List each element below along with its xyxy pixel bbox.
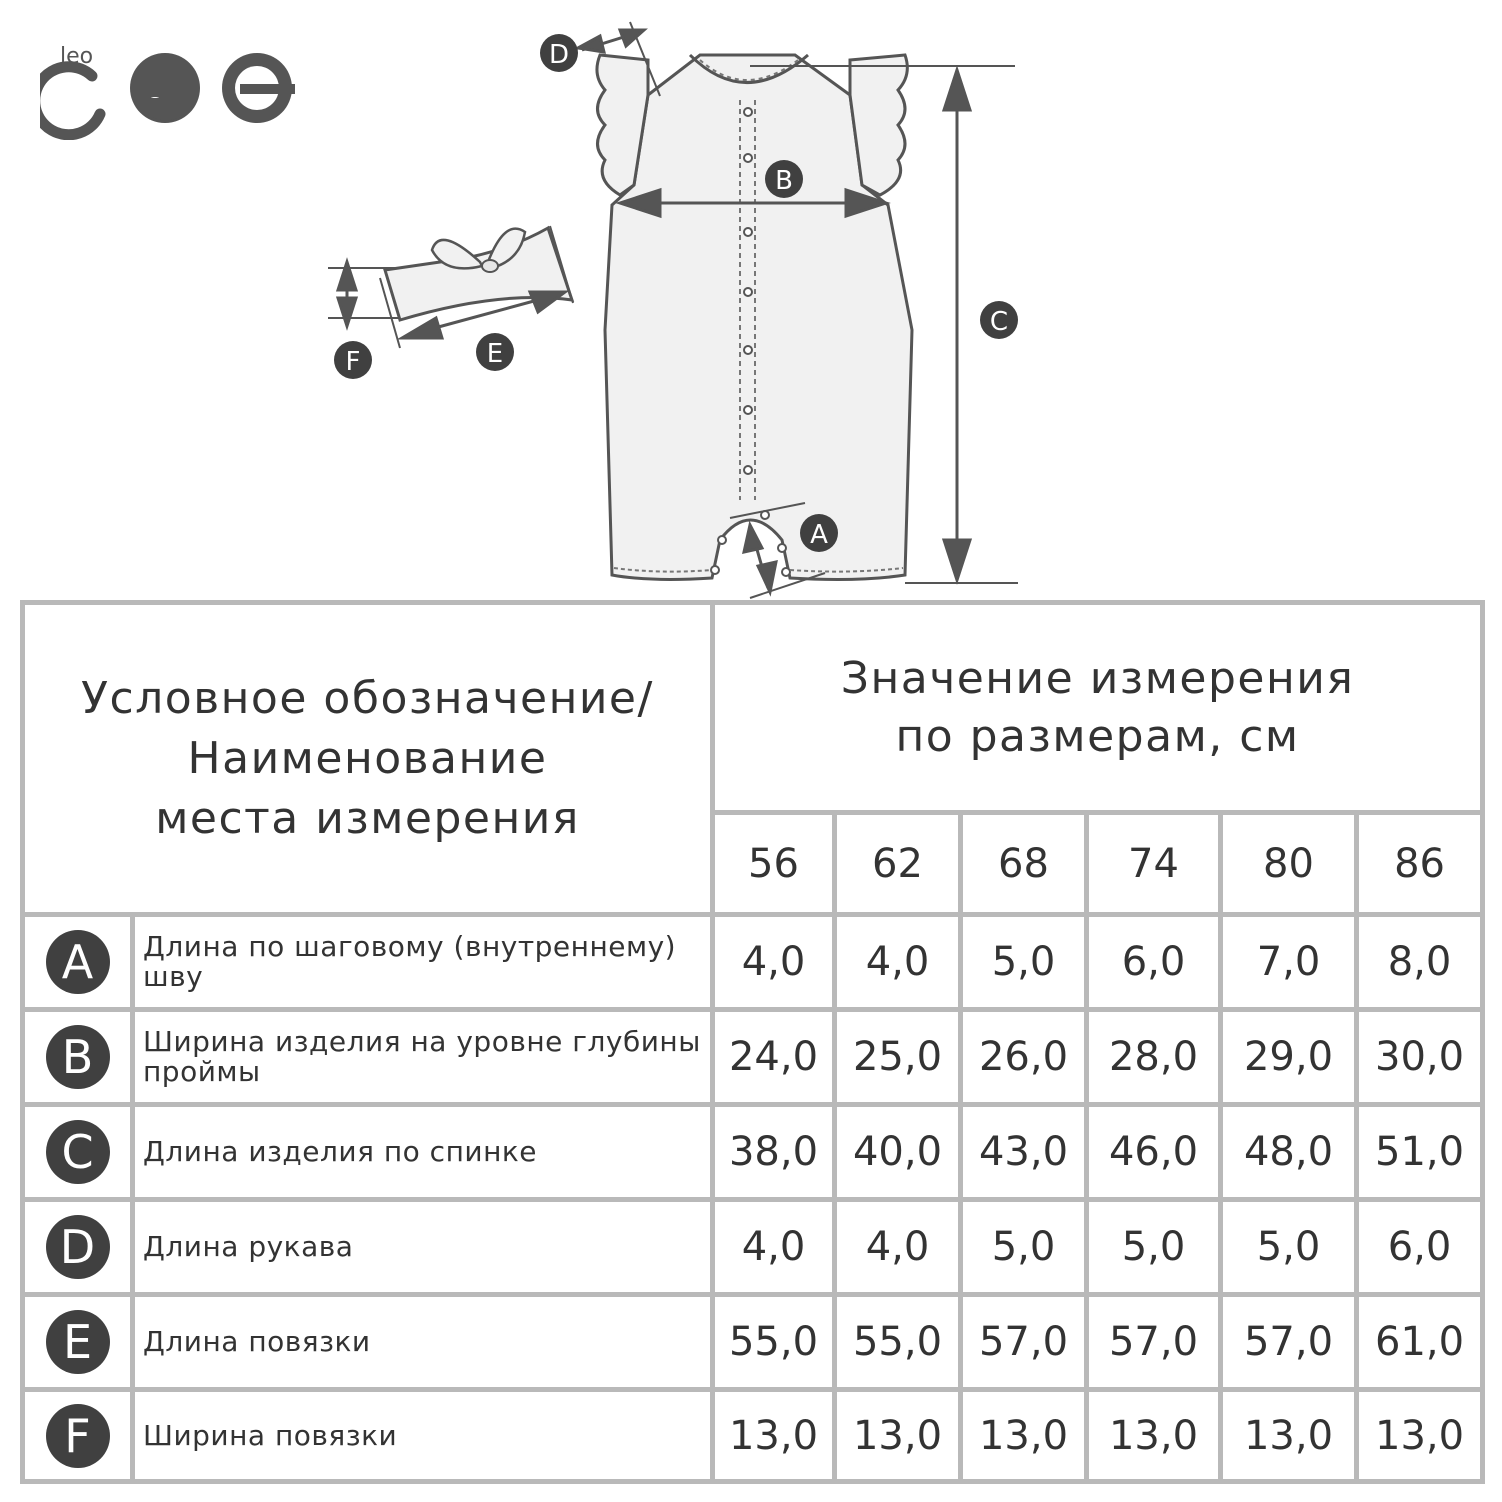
value-cell: 13,0 [1357, 1390, 1483, 1482]
value-cell: 13,0 [713, 1390, 835, 1482]
value-cell: 8,0 [1357, 915, 1483, 1010]
value-cell: 6,0 [1087, 915, 1221, 1010]
value-cell: 4,0 [835, 1200, 961, 1295]
row-label: Длина рукава [133, 1200, 713, 1295]
row-label: Ширина изделия на уровне глубины проймы [133, 1010, 713, 1105]
header-left-line-1: Условное обозначение/ [81, 672, 654, 724]
value-cell: 4,0 [713, 915, 835, 1010]
header-right-line-2: по размерам, см [895, 710, 1300, 762]
value-cell: 38,0 [713, 1105, 835, 1200]
row-label: Длина повязки [133, 1295, 713, 1390]
marker-B [765, 160, 803, 198]
size-header: 86 [1357, 813, 1483, 915]
value-cell: 55,0 [713, 1295, 835, 1390]
row-label: Длина изделия по спинке [133, 1105, 713, 1200]
header-left-line-2: Наименование [187, 732, 548, 784]
value-cell: 26,0 [961, 1010, 1087, 1105]
header-right-line-1: Значение измерения [840, 652, 1355, 704]
garment-drawing [0, 0, 1502, 600]
value-cell: 57,0 [1221, 1295, 1357, 1390]
svg-text:F: F [345, 347, 361, 377]
row-code-badge: D [46, 1215, 110, 1279]
marker-E [476, 333, 514, 371]
value-cell: 7,0 [1221, 915, 1357, 1010]
size-header: 68 [961, 813, 1087, 915]
table-row [23, 1105, 1483, 1200]
value-cell: 61,0 [1357, 1295, 1483, 1390]
value-cell: 5,0 [1087, 1200, 1221, 1295]
value-cell: 51,0 [1357, 1105, 1483, 1200]
row-code-badge: E [46, 1310, 110, 1374]
size-header: 56 [713, 813, 835, 915]
marker-C [980, 301, 1018, 339]
logo-small-text: leo [60, 44, 94, 69]
row-code-badge: B [46, 1025, 110, 1089]
size-table [20, 600, 1485, 1484]
marker-F [334, 341, 372, 379]
size-header: 62 [835, 813, 961, 915]
value-cell: 30,0 [1357, 1010, 1483, 1105]
value-cell: 13,0 [835, 1390, 961, 1482]
table-row [23, 1010, 1483, 1105]
value-cell: 48,0 [1221, 1105, 1357, 1200]
table-row [23, 1295, 1483, 1390]
svg-text:B: B [775, 166, 793, 196]
value-cell: 13,0 [1087, 1390, 1221, 1482]
value-cell: 57,0 [961, 1295, 1087, 1390]
header-measurement-name [23, 603, 713, 915]
value-cell: 5,0 [1221, 1200, 1357, 1295]
header-measurement-values [713, 603, 1483, 813]
value-cell: 5,0 [961, 915, 1087, 1010]
row-label: Длина по шаговому (внутреннему) шву [133, 915, 713, 1010]
marker-D [540, 34, 578, 72]
size-header: 74 [1087, 813, 1221, 915]
value-cell: 55,0 [835, 1295, 961, 1390]
value-cell: 25,0 [835, 1010, 961, 1105]
row-code-badge: F [46, 1404, 110, 1468]
size-header: 80 [1221, 813, 1357, 915]
marker-A [800, 514, 838, 552]
value-cell: 4,0 [835, 915, 961, 1010]
row-code-badge: C [46, 1120, 110, 1184]
svg-text:A: A [810, 520, 828, 550]
value-cell: 6,0 [1357, 1200, 1483, 1295]
svg-text:D: D [548, 40, 570, 70]
table-row [23, 1390, 1483, 1482]
value-cell: 43,0 [961, 1105, 1087, 1200]
value-cell: 46,0 [1087, 1105, 1221, 1200]
value-cell: 40,0 [835, 1105, 961, 1200]
value-cell: 24,0 [713, 1010, 835, 1105]
value-cell: 4,0 [713, 1200, 835, 1295]
row-label: Ширина повязки [133, 1390, 713, 1482]
value-cell: 57,0 [1087, 1295, 1221, 1390]
value-cell: 13,0 [961, 1390, 1087, 1482]
value-cell: 28,0 [1087, 1010, 1221, 1105]
svg-text:E: E [486, 339, 504, 369]
value-cell: 29,0 [1221, 1010, 1357, 1105]
table-row [23, 915, 1483, 1010]
table-row [23, 1200, 1483, 1295]
value-cell: 13,0 [1221, 1390, 1357, 1482]
svg-text:C: C [989, 307, 1009, 337]
value-cell: 5,0 [961, 1200, 1087, 1295]
row-code-badge: A [46, 930, 110, 994]
header-left-line-3: места измерения [155, 792, 580, 844]
